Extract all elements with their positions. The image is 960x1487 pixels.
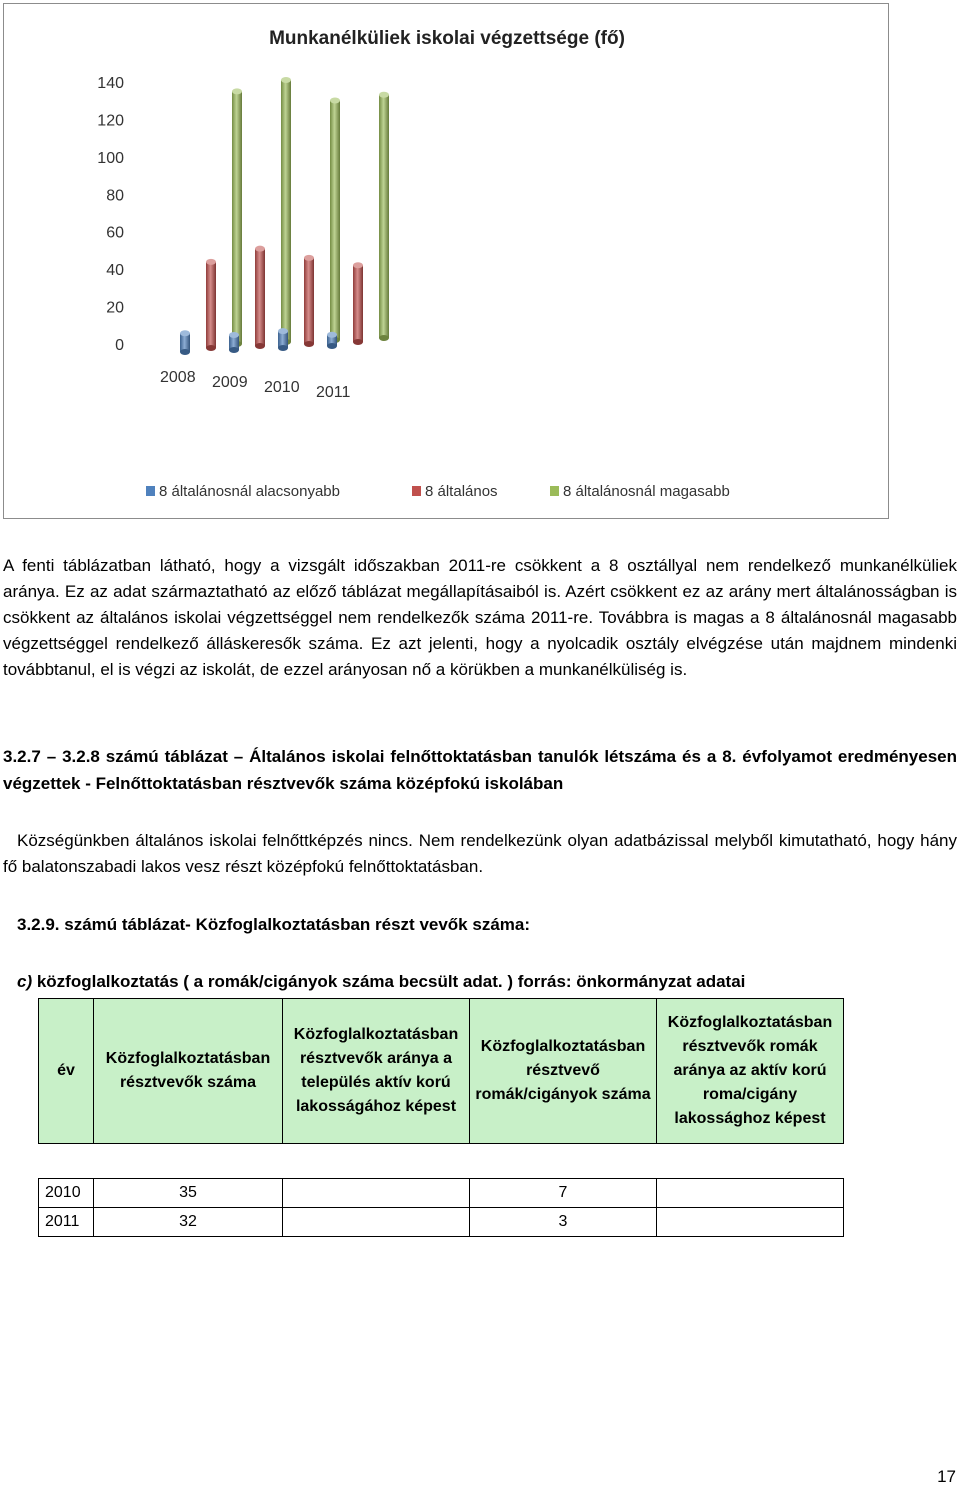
cell-participants: 32 bbox=[94, 1208, 283, 1237]
subsection-letter: c) bbox=[17, 972, 33, 991]
y-tick-label: 20 bbox=[106, 299, 124, 317]
bar-cap-2010-0 bbox=[278, 328, 288, 334]
y-tick-label: 80 bbox=[106, 187, 124, 205]
bar-cap-2009-2 bbox=[281, 77, 291, 83]
x-tick-label: 2008 bbox=[160, 369, 196, 386]
header-roma-ratio: Közfoglalkoztatásban résztvevők romák aránya az aktív korú roma/cigány lakossághoz képest bbox=[657, 999, 844, 1144]
bar-chart bbox=[4, 4, 890, 520]
page-number: 17 bbox=[937, 1467, 956, 1486]
cell-participant-ratio bbox=[283, 1208, 470, 1237]
bar-base-2011-2 bbox=[379, 335, 389, 341]
table-header-row bbox=[39, 999, 844, 1144]
legend-swatch bbox=[550, 486, 559, 496]
bar-2008-2 bbox=[232, 91, 242, 344]
header-participants: Közfoglalkoztatásban résztvevők száma bbox=[94, 999, 283, 1144]
bar-cap-2011-0 bbox=[327, 332, 337, 338]
cell-roma-ratio bbox=[657, 1208, 844, 1237]
table-row bbox=[39, 1208, 844, 1237]
cell-roma-ratio bbox=[657, 1179, 844, 1208]
bar-cap-2011-2 bbox=[379, 92, 389, 98]
y-tick-label: 100 bbox=[97, 149, 124, 167]
bar-base-2010-1 bbox=[304, 341, 314, 347]
header-year: év bbox=[39, 999, 94, 1144]
legend-label: 8 általánosnál magasabb bbox=[563, 483, 730, 500]
bar-cap-2009-1 bbox=[255, 246, 265, 252]
spacer-cell bbox=[39, 1144, 844, 1179]
bar-2009-2 bbox=[281, 80, 291, 342]
bar-2010-1 bbox=[304, 258, 314, 344]
bar-base-2011-1 bbox=[353, 339, 363, 345]
cell-participants: 35 bbox=[94, 1179, 283, 1208]
header-participant-ratio: Közfoglalkoztatásban résztvevők aránya a település aktív korú lakosságához képest bbox=[283, 999, 470, 1144]
y-tick-label: 140 bbox=[97, 75, 124, 92]
section-heading-3-2-7: 3.2.7 – 3.2.8 számú táblázat – Általános iskolai felnőttoktatásban tanulók létszáma és a 8. évfolyamot eredményesen végzettek - Felnőttoktatásban résztvevők száma középfokú iskolában bbox=[3, 747, 957, 793]
chart-title: Munkanélküliek iskolai végzettsége (fő) bbox=[269, 28, 625, 49]
legend-label: 8 általános bbox=[425, 483, 498, 500]
legend-swatch bbox=[146, 486, 155, 496]
bar-cap-2009-0 bbox=[229, 332, 239, 338]
y-tick-label: 120 bbox=[97, 112, 124, 130]
bar-cap-2008-1 bbox=[206, 259, 216, 265]
subsection-text: közfoglalkoztatás ( a romák/cigányok száma becsült adat. ) forrás: önkormányzat adatai bbox=[32, 972, 746, 991]
chart-frame bbox=[3, 3, 889, 519]
paragraph-adult-education: Községünkben általános iskolai felnőttképzés nincs. Nem rendelkezünk olyan adatbázissal melyből kimutatható, hogy hány fő balatonszabadi lakos vesz részt középfokú felnőttoktatásban. bbox=[3, 831, 957, 876]
table-spacer-row bbox=[39, 1144, 844, 1179]
bar-cap-2008-0 bbox=[180, 330, 190, 336]
cell-roma-participants: 3 bbox=[470, 1208, 657, 1237]
section-heading-3-2-9: 3.2.9. számú táblázat- Közfoglalkoztatásban részt vevők száma: bbox=[17, 915, 531, 934]
x-tick-label: 2011 bbox=[316, 384, 351, 401]
y-tick-label: 60 bbox=[106, 224, 124, 242]
cell-roma-participants: 7 bbox=[470, 1179, 657, 1208]
public-work-table bbox=[38, 998, 844, 1237]
bar-cap-2010-2 bbox=[330, 97, 340, 103]
bar-cap-2008-2 bbox=[232, 88, 242, 94]
y-tick-label: 40 bbox=[106, 262, 124, 280]
bar-2011-2 bbox=[379, 95, 389, 338]
y-tick-label: 0 bbox=[115, 337, 124, 354]
bar-cap-2011-1 bbox=[353, 262, 363, 268]
bar-base-2008-1 bbox=[206, 345, 216, 351]
bar-base-2008-0 bbox=[180, 349, 190, 355]
legend-swatch bbox=[412, 486, 421, 496]
bar-base-2010-0 bbox=[278, 345, 288, 351]
header-roma-participants: Közfoglalkoztatásban résztvevő romák/cigányok száma bbox=[470, 999, 657, 1144]
legend-label: 8 általánosnál alacsonyabb bbox=[159, 483, 340, 500]
bar-2010-2 bbox=[330, 100, 340, 340]
bar-2008-1 bbox=[206, 262, 216, 348]
bar-base-2011-0 bbox=[327, 343, 337, 349]
x-tick-label: 2009 bbox=[212, 374, 248, 391]
cell-year: 2010 bbox=[39, 1179, 94, 1208]
table-row bbox=[39, 1179, 844, 1208]
subsection-heading-c bbox=[17, 968, 960, 995]
paragraph-unemployment-analysis: A fenti táblázatban látható, hogy a vizsgált időszakban 2011-re csökkent a 8 osztállyal nem rendelkező munkanélküliek aránya. Ez az adat származtatható az előző táblázat megállapításaiból is. Azért csökkent ez az arány mert általánosságban is csökkent az általános iskolai végzettséggel nem rendelkezők száma 2011-re. Továbbra is magas a 8 általánosnál magasabb végzettséggel rendelkező álláskeresők száma. Ez azt jelenti, hogy a nyolcadik osztály elvégzése után majdnem mindenki továbbtanul, el is végzi az iskolát, de ezzel arányosan nő a körükben a munkanélküliség is. bbox=[3, 556, 957, 679]
bar-base-2009-1 bbox=[255, 343, 265, 349]
bar-base-2009-0 bbox=[229, 347, 239, 353]
bar-cap-2010-1 bbox=[304, 255, 314, 261]
cell-participant-ratio bbox=[283, 1179, 470, 1208]
x-tick-label: 2010 bbox=[264, 379, 300, 396]
cell-year: 2011 bbox=[39, 1208, 94, 1237]
bar-2011-1 bbox=[353, 265, 363, 342]
bar-2009-1 bbox=[255, 249, 265, 346]
